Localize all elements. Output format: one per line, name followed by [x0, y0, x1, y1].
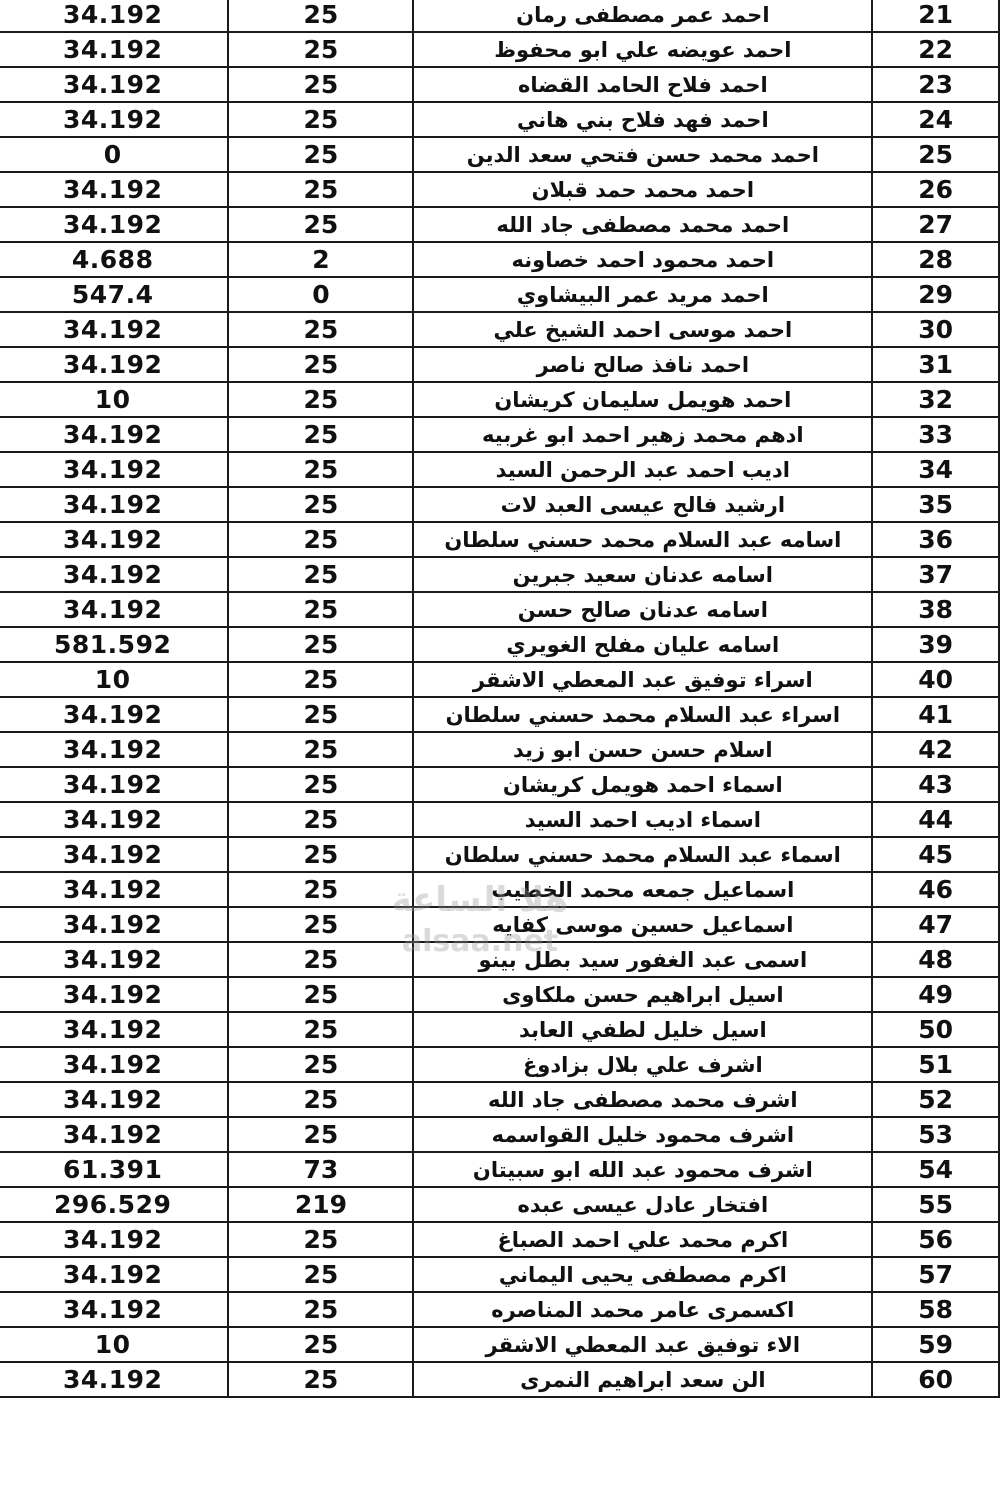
name-cell: احمد فهد فلاح بني هاني — [413, 102, 872, 137]
row-number-cell: 58 — [872, 1292, 999, 1327]
quantity-cell: 25 — [228, 1292, 413, 1327]
row-number-cell: 40 — [872, 662, 999, 697]
quantity-cell: 25 — [228, 1082, 413, 1117]
amount-cell: 34.192 — [0, 452, 228, 487]
table-row — [0, 417, 999, 452]
amount-cell: 0 — [0, 137, 228, 172]
name-cell: اسراء عبد السلام محمد حسني سلطان — [413, 697, 872, 732]
name-cell: احمد عمر مصطفى رمان — [413, 0, 872, 32]
quantity-cell: 25 — [228, 802, 413, 837]
amount-cell: 10 — [0, 662, 228, 697]
table-row — [0, 312, 999, 347]
name-cell: احمد محمد مصطفى جاد الله — [413, 207, 872, 242]
row-number-cell: 44 — [872, 802, 999, 837]
table-row — [0, 872, 999, 907]
row-number-cell: 21 — [872, 0, 999, 32]
name-cell: الاء توفيق عبد المعطي الاشقر — [413, 1327, 872, 1362]
row-number-cell: 42 — [872, 732, 999, 767]
table-row — [0, 592, 999, 627]
amount-cell: 34.192 — [0, 1222, 228, 1257]
name-cell: احمد عويضه علي ابو محفوظ — [413, 32, 872, 67]
row-number-cell: 33 — [872, 417, 999, 452]
row-number-cell: 50 — [872, 1012, 999, 1047]
quantity-cell: 25 — [228, 382, 413, 417]
amount-cell: 10 — [0, 1327, 228, 1362]
table-row — [0, 1117, 999, 1152]
name-cell: اكسمرى عامر محمد المناصره — [413, 1292, 872, 1327]
table-row — [0, 697, 999, 732]
row-number-cell: 47 — [872, 907, 999, 942]
name-cell: اديب احمد عبد الرحمن السيد — [413, 452, 872, 487]
table-row — [0, 977, 999, 1012]
amount-cell: 34.192 — [0, 102, 228, 137]
row-number-cell: 23 — [872, 67, 999, 102]
name-cell: احمد محمد حسن فتحي سعد الدين — [413, 137, 872, 172]
name-cell: اكرم مصطفى يحيى اليماني — [413, 1257, 872, 1292]
name-cell: افتخار عادل عيسى عبده — [413, 1187, 872, 1222]
quantity-cell: 25 — [228, 1362, 413, 1397]
table-row — [0, 1257, 999, 1292]
quantity-cell: 25 — [228, 172, 413, 207]
table-row — [0, 1152, 999, 1187]
table-row — [0, 802, 999, 837]
name-cell: اسماعيل حسين موسى كفايه — [413, 907, 872, 942]
row-number-cell: 60 — [872, 1362, 999, 1397]
amount-cell: 34.192 — [0, 872, 228, 907]
table-row — [0, 1082, 999, 1117]
row-number-cell: 48 — [872, 942, 999, 977]
row-number-cell: 54 — [872, 1152, 999, 1187]
name-cell: اشرف محمود عبد الله ابو سبيتان — [413, 1152, 872, 1187]
watermark-arabic: هلا الساعة — [391, 880, 569, 920]
quantity-cell: 25 — [228, 837, 413, 872]
row-number-cell: 24 — [872, 102, 999, 137]
quantity-cell: 25 — [228, 977, 413, 1012]
name-cell: اسماعيل جمعه محمد الخطيب — [413, 872, 872, 907]
row-number-cell: 46 — [872, 872, 999, 907]
quantity-cell: 25 — [228, 907, 413, 942]
table-row — [0, 277, 999, 312]
name-cell: احمد محمود احمد خصاونه — [413, 242, 872, 277]
quantity-cell: 25 — [228, 627, 413, 662]
amount-cell: 34.192 — [0, 697, 228, 732]
table-row — [0, 172, 999, 207]
name-cell: احمد موسى احمد الشيخ علي — [413, 312, 872, 347]
table-row — [0, 1047, 999, 1082]
table-row — [0, 382, 999, 417]
row-number-cell: 26 — [872, 172, 999, 207]
quantity-cell: 25 — [228, 1012, 413, 1047]
table-row — [0, 1362, 999, 1397]
quantity-cell: 25 — [228, 487, 413, 522]
row-number-cell: 35 — [872, 487, 999, 522]
quantity-cell: 25 — [228, 767, 413, 802]
quantity-cell: 25 — [228, 697, 413, 732]
name-cell: اشرف علي بلال بزادوغ — [413, 1047, 872, 1082]
row-number-cell: 34 — [872, 452, 999, 487]
amount-cell: 34.192 — [0, 1047, 228, 1082]
quantity-cell: 25 — [228, 347, 413, 382]
amount-cell: 34.192 — [0, 207, 228, 242]
table-row — [0, 1327, 999, 1362]
name-cell: احمد مريد عمر البيشاوي — [413, 277, 872, 312]
amount-cell: 34.192 — [0, 837, 228, 872]
table-row — [0, 907, 999, 942]
row-number-cell: 45 — [872, 837, 999, 872]
quantity-cell: 25 — [228, 872, 413, 907]
table-row — [0, 242, 999, 277]
amount-cell: 34.192 — [0, 767, 228, 802]
table-row — [0, 1187, 999, 1222]
quantity-cell: 73 — [228, 1152, 413, 1187]
row-number-cell: 52 — [872, 1082, 999, 1117]
amount-cell: 34.192 — [0, 1117, 228, 1152]
table-row — [0, 942, 999, 977]
name-cell: اسامه عدنان سعيد جبرين — [413, 557, 872, 592]
table-row — [0, 557, 999, 592]
table-row — [0, 102, 999, 137]
amount-cell: 581.592 — [0, 627, 228, 662]
quantity-cell: 25 — [228, 662, 413, 697]
table-row — [0, 67, 999, 102]
quantity-cell: 25 — [228, 942, 413, 977]
quantity-cell: 0 — [228, 277, 413, 312]
amount-cell: 547.4 — [0, 277, 228, 312]
table-row — [0, 452, 999, 487]
quantity-cell: 2 — [228, 242, 413, 277]
amount-cell: 34.192 — [0, 522, 228, 557]
table-row — [0, 627, 999, 662]
amount-cell: 34.192 — [0, 417, 228, 452]
table-row — [0, 837, 999, 872]
name-cell: اسماء اديب احمد السيد — [413, 802, 872, 837]
row-number-cell: 55 — [872, 1187, 999, 1222]
name-cell: اسامه عليان مفلح الغويري — [413, 627, 872, 662]
table-row — [0, 487, 999, 522]
table-row — [0, 1292, 999, 1327]
quantity-cell: 219 — [228, 1187, 413, 1222]
table-row — [0, 347, 999, 382]
row-number-cell: 38 — [872, 592, 999, 627]
amount-cell: 34.192 — [0, 0, 228, 32]
name-cell: اشرف محمد مصطفى جاد الله — [413, 1082, 872, 1117]
table-row — [0, 1012, 999, 1047]
amount-cell: 61.391 — [0, 1152, 228, 1187]
quantity-cell: 25 — [228, 417, 413, 452]
quantity-cell: 25 — [228, 32, 413, 67]
row-number-cell: 28 — [872, 242, 999, 277]
row-number-cell: 37 — [872, 557, 999, 592]
quantity-cell: 25 — [228, 557, 413, 592]
quantity-cell: 25 — [228, 1117, 413, 1152]
amount-cell: 34.192 — [0, 1257, 228, 1292]
name-cell: اسيل ابراهيم حسن ملكاوى — [413, 977, 872, 1012]
row-number-cell: 49 — [872, 977, 999, 1012]
amount-cell: 34.192 — [0, 1362, 228, 1397]
amount-cell: 34.192 — [0, 487, 228, 522]
quantity-cell: 25 — [228, 452, 413, 487]
row-number-cell: 57 — [872, 1257, 999, 1292]
quantity-cell: 25 — [228, 0, 413, 32]
row-number-cell: 36 — [872, 522, 999, 557]
quantity-cell: 25 — [228, 592, 413, 627]
amount-cell: 34.192 — [0, 802, 228, 837]
name-cell: اسامه عبد السلام محمد حسني سلطان — [413, 522, 872, 557]
amount-cell: 296.529 — [0, 1187, 228, 1222]
amount-cell: 34.192 — [0, 977, 228, 1012]
name-cell: ادهم محمد زهير احمد ابو غربيه — [413, 417, 872, 452]
table-row — [0, 0, 999, 32]
amount-cell: 34.192 — [0, 32, 228, 67]
name-cell: احمد هويمل سليمان كريشان — [413, 382, 872, 417]
amount-cell: 34.192 — [0, 557, 228, 592]
name-cell: اكرم محمد علي احمد الصباغ — [413, 1222, 872, 1257]
name-cell: اسماء عبد السلام محمد حسني سلطان — [413, 837, 872, 872]
table-row — [0, 32, 999, 67]
amount-cell: 34.192 — [0, 592, 228, 627]
row-number-cell: 41 — [872, 697, 999, 732]
quantity-cell: 25 — [228, 137, 413, 172]
amount-cell: 34.192 — [0, 67, 228, 102]
row-number-cell: 29 — [872, 277, 999, 312]
quantity-cell: 25 — [228, 1222, 413, 1257]
quantity-cell: 25 — [228, 102, 413, 137]
quantity-cell: 25 — [228, 732, 413, 767]
row-number-cell: 39 — [872, 627, 999, 662]
amount-cell: 34.192 — [0, 172, 228, 207]
table-row — [0, 767, 999, 802]
table-row — [0, 732, 999, 767]
name-cell: احمد نافذ صالح ناصر — [413, 347, 872, 382]
table-row — [0, 207, 999, 242]
name-cell: اشرف محمود خليل القواسمه — [413, 1117, 872, 1152]
row-number-cell: 31 — [872, 347, 999, 382]
row-number-cell: 30 — [872, 312, 999, 347]
table-row — [0, 662, 999, 697]
name-cell: الن سعد ابراهيم النمرى — [413, 1362, 872, 1397]
table-row — [0, 1222, 999, 1257]
row-number-cell: 43 — [872, 767, 999, 802]
row-number-cell: 27 — [872, 207, 999, 242]
name-cell: اسامه عدنان صالح حسن — [413, 592, 872, 627]
quantity-cell: 25 — [228, 1047, 413, 1082]
row-number-cell: 22 — [872, 32, 999, 67]
amount-cell: 34.192 — [0, 732, 228, 767]
name-cell: ارشيد فالح عيسى العبد لات — [413, 487, 872, 522]
quantity-cell: 25 — [228, 67, 413, 102]
name-cell: اسلام حسن حسن ابو زيد — [413, 732, 872, 767]
amount-cell: 34.192 — [0, 347, 228, 382]
table-row — [0, 522, 999, 557]
row-number-cell: 59 — [872, 1327, 999, 1362]
row-number-cell: 53 — [872, 1117, 999, 1152]
quantity-cell: 25 — [228, 207, 413, 242]
row-number-cell: 56 — [872, 1222, 999, 1257]
row-number-cell: 51 — [872, 1047, 999, 1082]
watermark-latin: alsaa.net — [401, 924, 559, 959]
quantity-cell: 25 — [228, 1327, 413, 1362]
quantity-cell: 25 — [228, 1257, 413, 1292]
amount-cell: 10 — [0, 382, 228, 417]
amount-cell: 34.192 — [0, 312, 228, 347]
name-cell: احمد محمد حمد قبلان — [413, 172, 872, 207]
name-cell: احمد فلاح الحامد القضاه — [413, 67, 872, 102]
amount-cell: 34.192 — [0, 1082, 228, 1117]
name-cell: اسيل خليل لطفي العابد — [413, 1012, 872, 1047]
row-number-cell: 32 — [872, 382, 999, 417]
name-cell: اسمى عبد الغفور سيد بطل بينو — [413, 942, 872, 977]
row-number-cell: 25 — [872, 137, 999, 172]
amount-cell: 34.192 — [0, 1292, 228, 1327]
name-cell: اسماء احمد هويمل كريشان — [413, 767, 872, 802]
quantity-cell: 25 — [228, 522, 413, 557]
table-row — [0, 137, 999, 172]
amount-cell: 34.192 — [0, 907, 228, 942]
quantity-cell: 25 — [228, 312, 413, 347]
amount-cell: 34.192 — [0, 1012, 228, 1047]
amount-cell: 4.688 — [0, 242, 228, 277]
name-cell: اسراء توفيق عبد المعطي الاشقر — [413, 662, 872, 697]
amount-cell: 34.192 — [0, 942, 228, 977]
